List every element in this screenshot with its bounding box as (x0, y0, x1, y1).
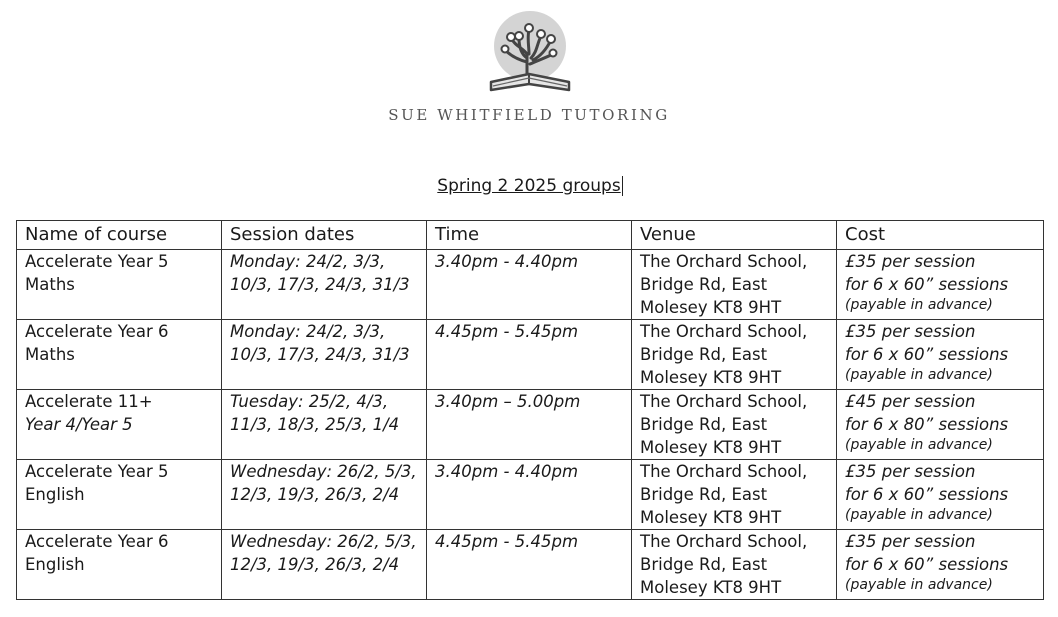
course-name: Accelerate Year 5 English (17, 460, 222, 530)
cost-sessions: for 6 x 60” sessions (845, 485, 1009, 504)
session-time: 4.45pm - 5.45pm (427, 320, 632, 390)
table-row (17, 530, 1044, 600)
session-time: 4.45pm - 5.45pm (427, 530, 632, 600)
course-name-line2: Year 4/Year 5 (25, 415, 133, 434)
course-name: Accelerate Year 6 Maths (17, 320, 222, 390)
cost-per-session: £45 per session (845, 392, 976, 411)
session-dates: Monday: 24/2, 3/3, 10/3, 17/3, 24/3, 31/3 (222, 250, 427, 320)
cost-note: (payable in advance) (845, 507, 993, 523)
cost (837, 390, 1044, 460)
cost-note: (payable in advance) (845, 437, 993, 453)
cost (837, 320, 1044, 390)
cost-sessions: for 6 x 80” sessions (845, 415, 1009, 434)
venue: The Orchard School, Bridge Rd, East Molesey KT8 9HT (632, 460, 837, 530)
header-time: Time (427, 221, 632, 250)
tree-book-logo (485, 8, 575, 96)
cost (837, 460, 1044, 530)
table-header-row (17, 221, 1044, 250)
table-row (17, 390, 1044, 460)
cost-per-session: £35 per session (845, 322, 976, 341)
cost-per-session: £35 per session (845, 532, 976, 551)
cost (837, 250, 1044, 320)
cost-note: (payable in advance) (845, 297, 993, 313)
course-name: Accelerate Year 5 Maths (17, 250, 222, 320)
cost-sessions: for 6 x 60” sessions (845, 555, 1009, 574)
header-venue: Venue (632, 221, 837, 250)
cost-sessions: for 6 x 60” sessions (845, 345, 1009, 364)
cost-per-session: £35 per session (845, 252, 976, 271)
page-heading: Spring 2 2025 groups (437, 176, 621, 196)
brand-name: SUE WHITFIELD TUTORING (388, 106, 670, 124)
cost-per-session: £35 per session (845, 462, 976, 481)
header-course: Name of course (17, 221, 222, 250)
venue: The Orchard School, Bridge Rd, East Molesey KT8 9HT (632, 320, 837, 390)
cost-sessions: for 6 x 60” sessions (845, 275, 1009, 294)
header-cost: Cost (837, 221, 1044, 250)
header-dates: Session dates (222, 221, 427, 250)
session-dates: Monday: 24/2, 3/3, 10/3, 17/3, 24/3, 31/3 (222, 320, 427, 390)
session-dates: Wednesday: 26/2, 5/3, 12/3, 19/3, 26/3, 2/4 (222, 530, 427, 600)
table-row (17, 460, 1044, 530)
venue: The Orchard School, Bridge Rd, East Molesey KT8 9HT (632, 530, 837, 600)
session-dates: Tuesday: 25/2, 4/3, 11/3, 18/3, 25/3, 1/4 (222, 390, 427, 460)
groups-table (16, 220, 1044, 600)
table-row (17, 320, 1044, 390)
session-time: 3.40pm - 4.40pm (427, 460, 632, 530)
session-time: 3.40pm - 4.40pm (427, 250, 632, 320)
course-name: Accelerate Year 6 English (17, 530, 222, 600)
venue: The Orchard School, Bridge Rd, East Molesey KT8 9HT (632, 390, 837, 460)
cost (837, 530, 1044, 600)
venue: The Orchard School, Bridge Rd, East Molesey KT8 9HT (632, 250, 837, 320)
session-dates: Wednesday: 26/2, 5/3, 12/3, 19/3, 26/3, 2/4 (222, 460, 427, 530)
cost-note: (payable in advance) (845, 367, 993, 383)
table-row (17, 250, 1044, 320)
course-name-line1: Accelerate 11+ (25, 392, 153, 411)
cost-note: (payable in advance) (845, 577, 993, 593)
session-time: 3.40pm – 5.00pm (427, 390, 632, 460)
course-name (17, 390, 222, 460)
